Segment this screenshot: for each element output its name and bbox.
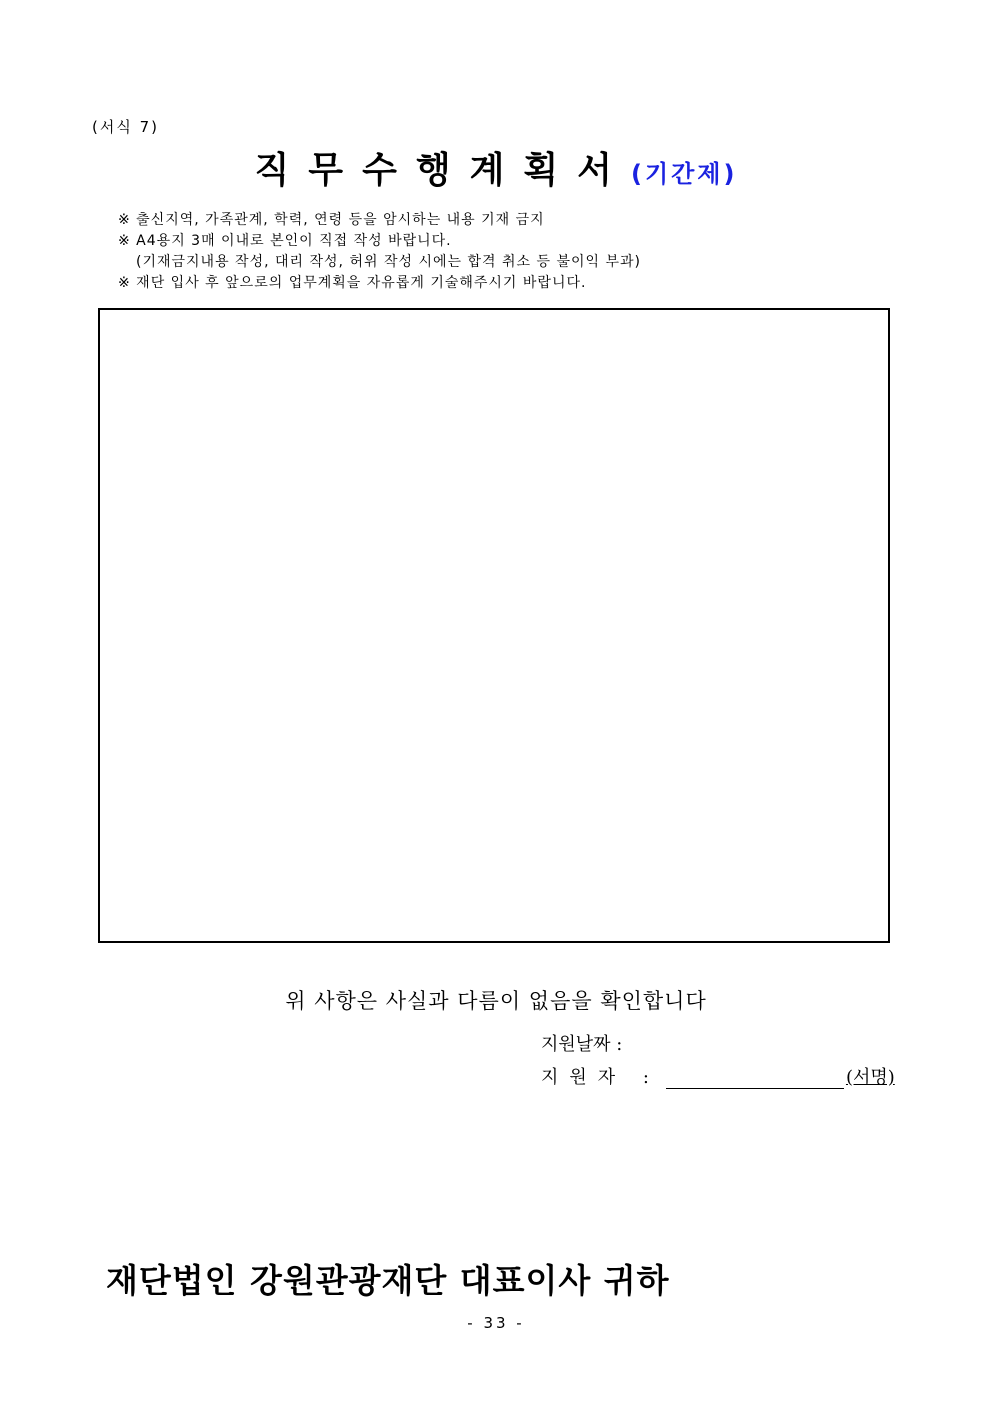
plan-writing-area[interactable] [98, 308, 890, 943]
instruction-notes [118, 210, 641, 294]
note-item: ※ A4용지 3매 이내로 본인이 직접 작성 바랍니다. [118, 233, 452, 249]
applicant-label: 지원자 : [541, 1067, 660, 1088]
note-item: ※ 재단 입사 후 앞으로의 업무계획을 자유롭게 기술해주시기 바랍니다. [118, 275, 587, 291]
note-item: ※ 출신지역, 가족관계, 학력, 연령 등을 암시하는 내용 기재 금지 [118, 212, 545, 228]
note-item: (기재금지내용 작성, 대리 작성, 허위 작성 시에는 합격 취소 등 불이익 부과) [136, 254, 641, 270]
confirmation-statement: 위 사항은 사실과 다름이 없음을 확인합니다 [285, 989, 707, 1013]
document-title: 직무수행계획서 [254, 150, 631, 191]
document-subtitle: (기간제) [630, 160, 738, 188]
document-title-block [0, 142, 992, 193]
signature-mark: (서명) [845, 1067, 895, 1088]
applicant-row [541, 1063, 895, 1089]
signature-line[interactable] [666, 1068, 844, 1089]
form-number: (서식 7) [92, 118, 159, 136]
application-date-row [541, 1030, 622, 1056]
page-number: - 33 - [467, 1314, 525, 1332]
application-date-label: 지원날짜 : [541, 1034, 623, 1055]
addressee: 재단법인 강원관광재단 대표이사 귀하 [106, 1261, 670, 1300]
